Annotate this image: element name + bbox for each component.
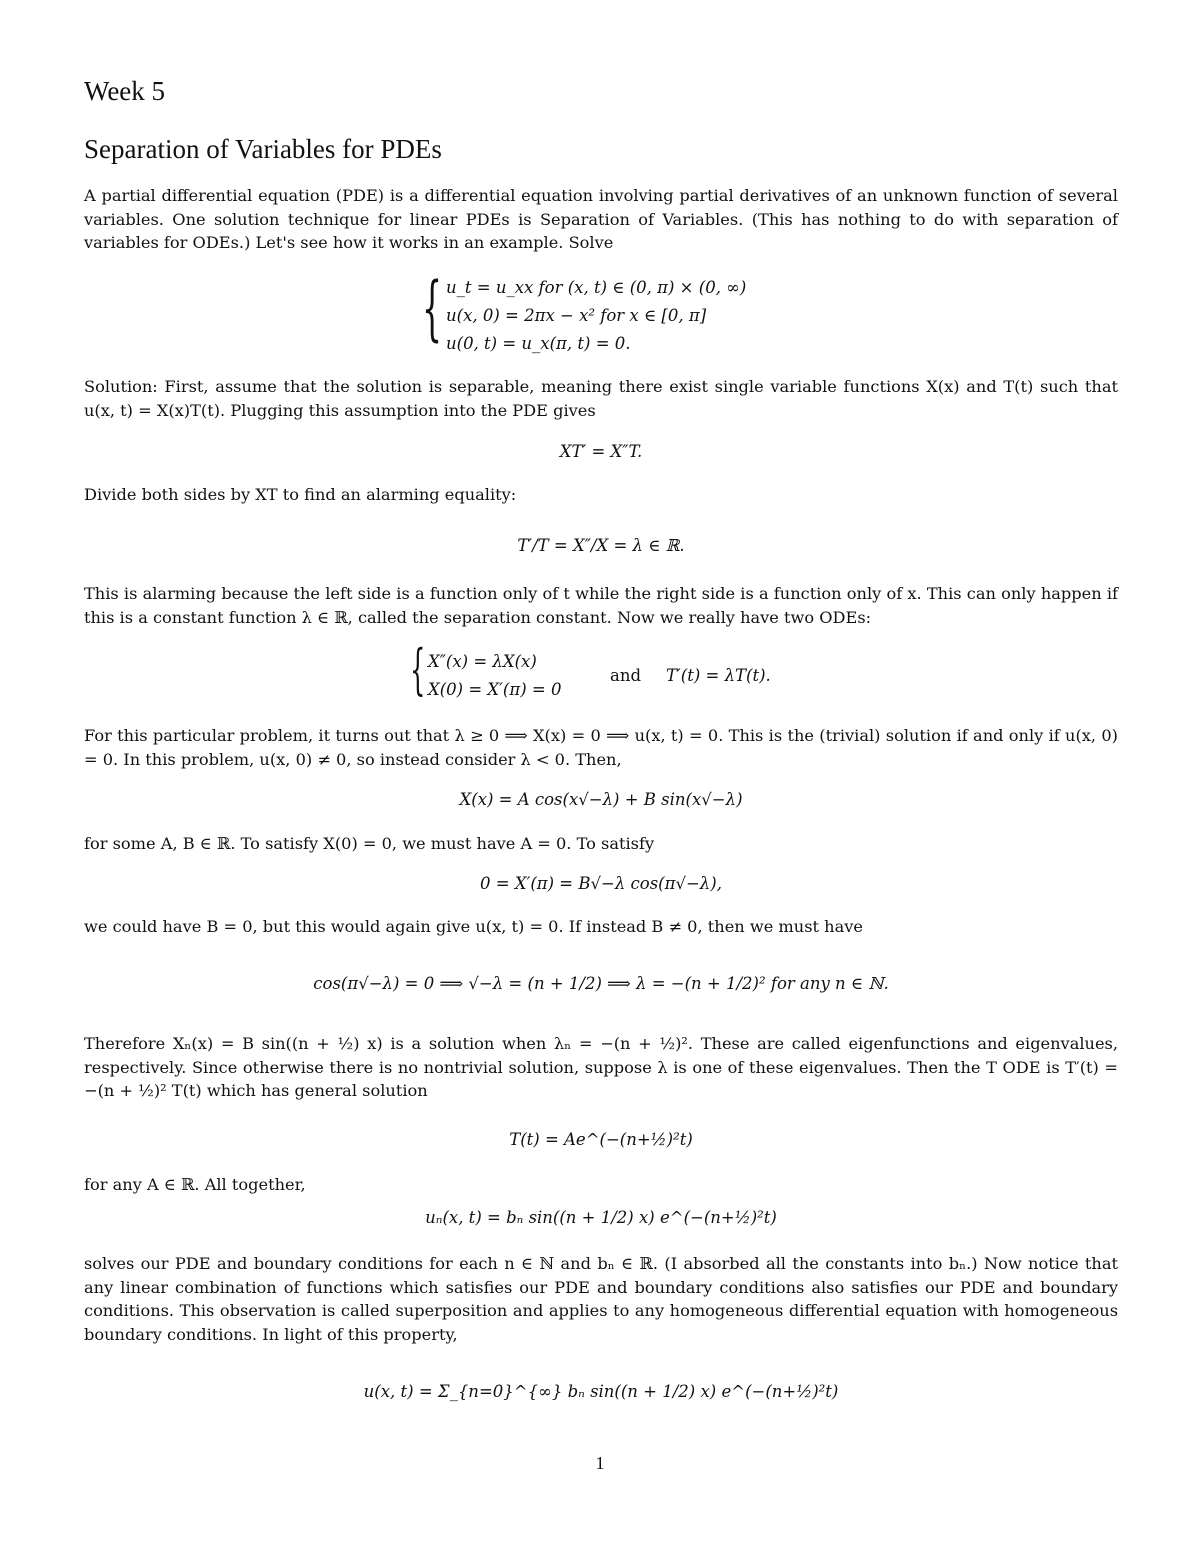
initial-condition: u(x, 0) = 2πx − x² for x ∈ [0, π] [446, 306, 707, 325]
section-heading: Separation of Variables for PDEs [84, 134, 442, 164]
ode-brace: { [410, 638, 426, 701]
week-title: Week 5 [84, 76, 166, 106]
equation-series: u(x, t) = Σ_{n=0}^{∞} bₙ sin((n + 1/2) x) e^(−(n+½)²t) [363, 1382, 839, 1401]
equation-derivative: 0 = X′(π) = B√−λ cos(π√−λ), [480, 874, 722, 893]
equation-eigenvalues: cos(π√−λ) = 0 ⟹ √−λ = (n + 1/2) ⟹ λ = −(n + 1/2)² for any n ∈ ℕ. [313, 974, 889, 993]
ode-x-equation: X″(x) = λX(x) [428, 652, 537, 671]
equation-product: XT′ = X″T. [559, 442, 643, 461]
paragraph-satisfy: for some A, B ∈ ℝ. To satisfy X(0) = 0, we must have A = 0. To satisfy [84, 834, 655, 853]
equation-t-solution: T(t) = Ae^(−(n+½)²t) [509, 1130, 693, 1149]
ode-t-equation: T′(t) = λT(t). [666, 666, 771, 685]
paragraph-together: for any A ∈ ℝ. All together, [84, 1175, 306, 1194]
pde-system [446, 274, 746, 358]
ode-x-system [428, 648, 561, 704]
ode-x-boundary: X(0) = X′(π) = 0 [428, 680, 562, 699]
paragraph-superposition: solves our PDE and boundary conditions for each n ∈ ℕ and bₙ ∈ ℝ. (I absorbed all the constants into bₙ.) Now notice that any linear combination of functions which satisfies our PDE and boundary conditions also satisfies our PDE and boundary conditions. This observation is called superposition and applies to any homogeneous differential equation with homogeneous boundary conditions. In light of this property, [84, 1254, 1118, 1344]
pde-equation: u_t = u_xx for (x, t) ∈ (0, π) × (0, ∞) [446, 278, 747, 297]
equation-separation: T′/T = X″/X = λ ∈ ℝ. [517, 536, 685, 555]
equation-u-n: uₙ(x, t) = bₙ sin((n + 1/2) x) e^(−(n+½)²t) [425, 1208, 777, 1227]
paragraph-trivial: For this particular problem, it turns out that λ ≥ 0 ⟹ X(x) = 0 ⟹ u(x, t) = 0. This is the (trivial) solution if and only if u(x, 0) = 0. In this problem, u(x, 0) ≠ 0, so instead consider λ < 0. Then, [84, 726, 1118, 769]
system-brace: { [422, 267, 443, 349]
paragraph-solution: Solution: First, assume that the solution is separable, meaning there exist single variable functions X(x) and T(t) such that u(x, t) = X(x)T(t). Plugging this assumption into the PDE gives [84, 377, 1118, 420]
paragraph-intro: A partial differential equation (PDE) is a differential equation involving partial derivatives of an unknown function of several variables. One solution technique for linear PDEs is Separation of Variables. (This has nothing to do with separation of variables for ODEs.) Let's see how it works in an example. Solve [84, 186, 1118, 252]
equation-general-x: X(x) = A cos(x√−λ) + B sin(x√−λ) [459, 790, 743, 809]
paragraph-b-nonzero: we could have B = 0, but this would again give u(x, t) = 0. If instead B ≠ 0, then we must have [84, 917, 863, 936]
paragraph-eigenfunctions: Therefore Xₙ(x) = B sin((n + ½) x) is a solution when λₙ = −(n + ½)². These are called eigenfunctions and eigenvalues, respectively. Since otherwise there is no nontrivial solution, suppose λ is one of these eigenvalues. Then the T ODE is T′(t) = −(n + ½)² T(t) which has general solution [84, 1034, 1118, 1100]
ode-and: and [610, 666, 642, 685]
paragraph-alarming: This is alarming because the left side is a function only of t while the right side is a function only of x. This can only happen if this is a constant function λ ∈ ℝ, called the separation constant. Now we really have two ODEs: [84, 584, 1118, 627]
paragraph-divide: Divide both sides by XT to find an alarming equality: [84, 485, 517, 504]
boundary-conditions: u(0, t) = u_x(π, t) = 0. [446, 334, 631, 353]
page-number: 1 [595, 1453, 605, 1473]
